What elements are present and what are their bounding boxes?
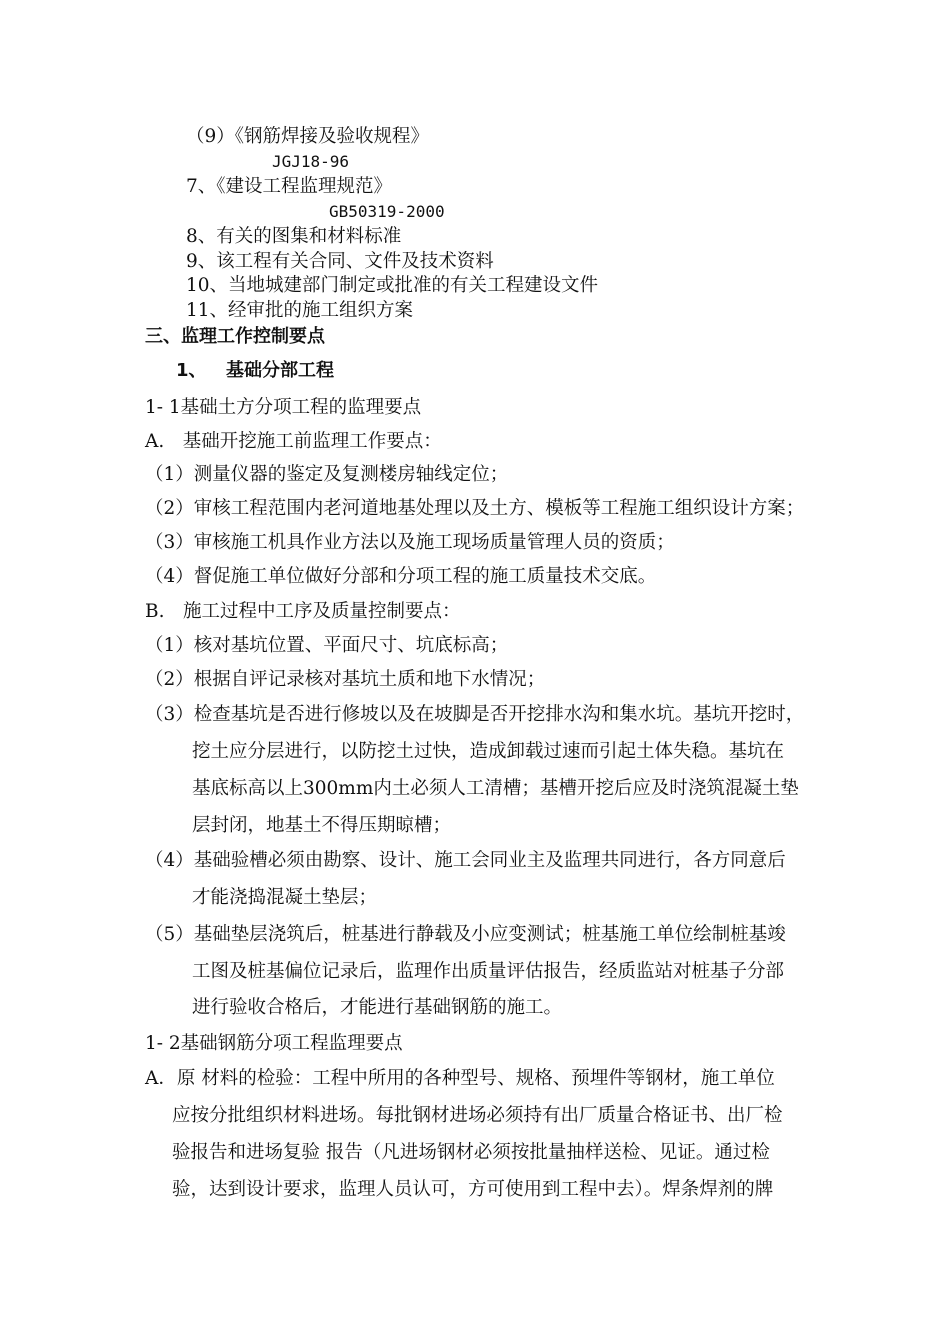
list-item: （4）基础验槽必须由勘察、设计、施工会同业主及监理共同进行，各方同意后: [145, 850, 786, 871]
list-item: （3）检查基坑是否进行修坡以及在坡脚是否开挖排水沟和集水坑。基坑开挖时，: [145, 704, 805, 725]
ref-9-code: JGJ18-96: [272, 152, 350, 171]
ref-8: 8、有关的图集和材料标准: [186, 226, 402, 247]
list-item: （3）审核施工机具作业方法以及施工现场质量管理人员的资质；: [145, 532, 675, 553]
ref-9-title: （9）《钢筋焊接及验收规程》: [186, 126, 430, 147]
paragraph-line: 应按分批组织材料进场。每批钢材进场必须持有出厂质量合格证书、出厂检: [172, 1105, 783, 1126]
list-item-continuation: 才能浇捣混凝土垫层；: [192, 887, 378, 908]
ref-7-code: GB50319-2000: [329, 202, 445, 221]
paragraph-line: 验报告和进场复验 报告（凡进场钢材必须按批量抽样送检、见证。通过检: [172, 1142, 770, 1163]
list-item: （4）督促施工单位做好分部和分项工程的施工质量技术交底。: [145, 566, 657, 587]
subsection-number: 1、: [176, 360, 207, 381]
ref-11: 11、经审批的施工组织方案: [186, 300, 414, 321]
ref-7-title: 7、《建设工程监理规范》: [186, 176, 393, 197]
list-item-continuation: 挖土应分层进行，以防挖土过快，造成卸载过速而引起土体失稳。基坑在: [192, 741, 785, 762]
subsection-title: 基础分部工程: [226, 360, 334, 381]
section-heading: 三、监理工作控制要点: [145, 326, 325, 347]
list-item: （1）核对基坑位置、平面尺寸、坑底标高；: [145, 635, 509, 656]
list-item: （2）审核工程范围内老河道地基处理以及土方、模板等工程施工组织设计方案；: [145, 498, 805, 519]
part-1-1-a-title: A. 基础开挖施工前监理工作要点：: [145, 431, 442, 452]
list-item: （5）基础垫层浇筑后，桩基进行静载及小应变测试；桩基施工单位绘制桩基竣: [145, 924, 786, 945]
list-item-continuation: 进行验收合格后，才能进行基础钢筋的施工。: [192, 997, 563, 1018]
paragraph-line: A．原 材料的检验：工程中所用的各种型号、规格、预埋件等钢材，施工单位: [145, 1068, 775, 1089]
ref-9: 9、该工程有关合同、文件及技术资料: [186, 251, 494, 272]
paragraph-line: 验，达到设计要求，监理人员认可，方可使用到工程中去）。焊条焊剂的牌: [172, 1179, 774, 1200]
list-item-continuation: 基底标高以上300mm内土必须人工清槽；基槽开挖后应及时浇筑混凝土垫: [192, 778, 799, 799]
part-1-2-title: 1- 2基础钢筋分项工程监理要点: [145, 1033, 403, 1054]
part-1-1-title: 1- 1基础土方分项工程的监理要点: [145, 397, 422, 418]
list-item-continuation: 工图及桩基偏位记录后，监理作出质量评估报告，经质监站对桩基子分部: [192, 961, 785, 982]
list-item: （1）测量仪器的鉴定及复测楼房轴线定位；: [145, 464, 509, 485]
ref-10: 10、当地城建部门制定或批准的有关工程建设文件: [186, 275, 599, 296]
list-item-continuation: 层封闭，地基土不得压期晾槽；: [192, 815, 452, 836]
part-1-1-b-title: B. 施工过程中工序及质量控制要点：: [145, 601, 461, 622]
list-item: （2）根据自评记录核对基坑土质和地下水情况；: [145, 669, 546, 690]
